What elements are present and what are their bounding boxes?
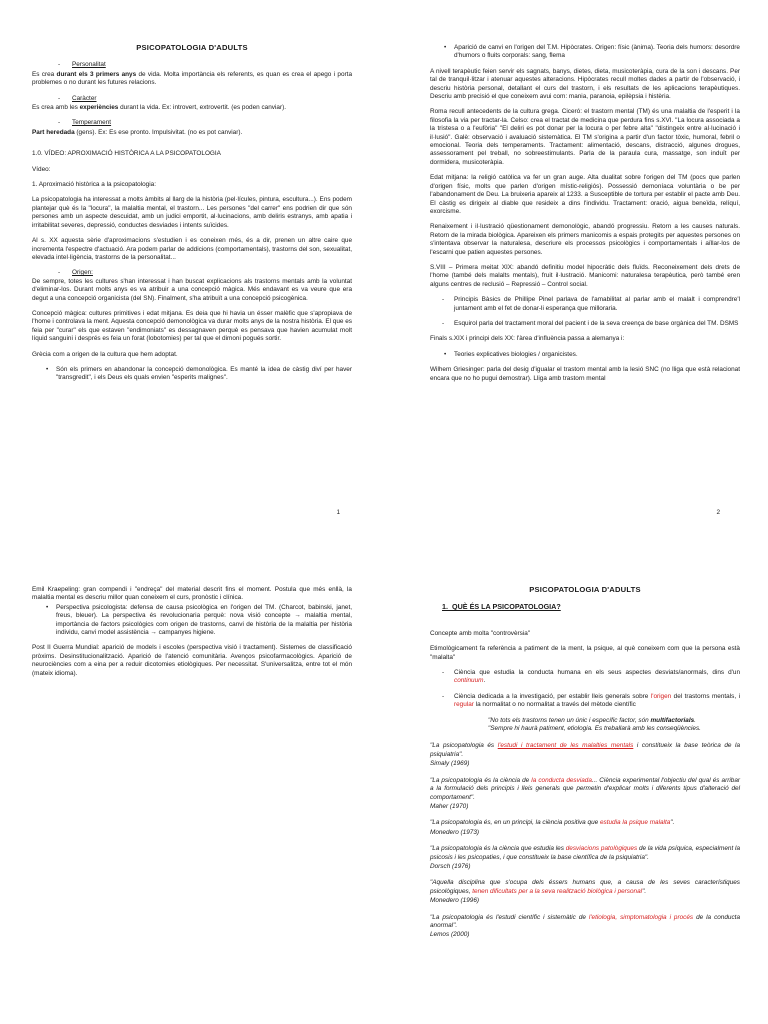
list-item: - Principis Bàsics de Phillipe Pinel parlava de l'amabilitat al parlar amb el malalt i comprendre'l juntament amb el fet de donar-li esperança que milloraria.: [454, 296, 740, 313]
paragraph: A nivell terapèutic feien servir els sagnats, banys, dietes, dieta, musicoteràpia, cura de la son i descans. Per tal de tranquil·litzar i atenuar aquestes alteracions. Hipòcrates recull moltes dades a partir de l'observació, i descriu història personal, detallant el curs del trastorn, i els resultats de les aplicacions terapèutiques. Descriu amb precisió el que coneixem avui com: mania, paranoia, epilèpsia i histèria.: [430, 67, 740, 101]
document-page-1: [0, 0, 384, 516]
paragraph: Grècia com a origen de la cultura que hem adoptat.: [32, 350, 178, 358]
paragraph: Roma recull antecedents de la cultura grega. Ciceró: el trastorn mental (TM) és una malaltia de l'esperit i la filosofia la via per tractar-la. Celso: crea el tractat de medicina que perdura fins s.XVI. "La locura associada a la tristesa o a l'eufòria" "El deliri es pot donar per la locura o per febre alta" "distingeix entre al·lucinació i il·lusió". Galè: observació i avaluació sistemàtica. El TM s'origina a partir d'un factor tòxic, humoral, febril o emocional. Teoria dels temperaments. Tractament: alimentació, descans, distracció, algunes drogues, assessorament pel treball, no sobreestimulants. Parla de la paraula cura, massatge, son induït per dormidera, musicoteràpia.: [430, 108, 740, 166]
section-heading-caracter: - Caràcter: [58, 94, 97, 102]
list-item: • Són els primers en abandonar la concepció demonològica. Es manté la idea de càstig diví per haver "transgredit", i els Deus els quals envien "esperits malignes".: [56, 366, 352, 383]
list-item: • Teories explicatives biologies / organicistes.: [454, 351, 740, 359]
paragraph: Concepció màgica: cultures primitives i edat mitjana. Es deia que hi havia un ésser malèfic que s'apropiava de l'home i controlava la ment. Aquesta concepció demonològica va durar molts anys de la nostra història. El que es feia per "curar" els que estaven "endimoniats" es dessagnaven perquè es pensava que havien acumulat molt líquid sanguini i després es feia un forat (lobotomies) per tal que el dimoni pogués sortir.: [32, 309, 352, 343]
quote-citation: Monedero (1973): [430, 828, 480, 836]
paragraph: Emil Kraepeling: gran compendi i "endreça" del material descrit fins el moment. Postula que més enllà, la malaltia mental es descriu millor quan coneixem el curs, pronòstic i clínica.: [32, 586, 352, 602]
quote-citation: Lemos (2000): [430, 931, 470, 939]
page-number: 1: [336, 509, 340, 516]
paragraph: Etimològicament fa referència a patiment de la ment, la psique, al què coneixem com que la persona està "malalta": [430, 645, 740, 661]
section-heading: 1. QUÈ ÉS LA PSICOPATOLOGIA?: [442, 602, 561, 612]
definition-quote: "La psicopatologia és, en un principi, la ciència positiva que estudia la psique malalta".: [430, 819, 675, 827]
video-label: Vídeo:: [32, 165, 51, 173]
definition-quote: "La psicopatologia és la ciència de la conducta desviada... Ciència experimental l'objectiu del qual és arribar a la formulació dels principis i lleis generals que permetin d'explicar molts i diferents tipus d'alteració del comportament".: [430, 776, 741, 801]
page-title: PSICOPATOLOGIA D'ADULTS: [136, 43, 248, 52]
paragraph: Al s. XX aquesta sèrie d'aproximacions s'estudien i es coneixen més, és a dir, prenen un altre caire que incrementa l'espectre d'actuació. Ara podem parlar de addicions (comportamentals), trastorns del son, sexualitat, elevada intel·ligència, trastorns de la personalitat...: [32, 237, 352, 261]
list-item: - Ciència que estudia la conducta humana en els seus aspectes desviats/anormals, dins d'un continuum.: [454, 669, 740, 686]
list-item: - Esquirol parla del tractament moral del pacient i de la seva creença de base orgànica del TM. DSMS: [454, 320, 740, 328]
quote-citation: Dorsch (1976): [430, 862, 471, 870]
definition-quote: "La psicopatologia és l'estudi científic i sistemàtic de l'etiologia, simptomatologia i procés de la conducta anormal".: [430, 913, 740, 929]
definition-quote: "Aquella disciplina que s'ocupa dels éssers humans que, a causa de les seves característiques psicològiques, tenen dificultats per a la seva realització biològica i personal".: [430, 879, 740, 895]
paragraph: Finals s.XIX i principi dels XX: l'àrea d'influència passa a alemanya i:: [430, 335, 625, 343]
paragraph: Post II Guerra Mundial: aparició de models i escoles (perspectiva visió i tractament). Sistemes de classificació pròxims. Desinstitucionalització. Aparició de l'atenció comunitària. Avenços psicofarmacològics. Aparició de neurociències com a eina per a reduir dicotomies etiològiques. Per necessitat. S'universalitza, entre tot el món (mateix idioma).: [32, 644, 352, 677]
paragraph: Concepte amb molta "controvèrsia": [430, 629, 531, 637]
list-item: - Ciència dedicada a la investigació, per establir lleis generals sobre l'origen del trastorns mentals, i regular la normalitat o no normalitat a través del mètode científic: [454, 693, 740, 710]
definition-quote: "La psicopatologia és la ciència que estudia les desviacions patològiques de la vida psíquica, especialment la psicosis i les psicopaties, i que constitueix la base científica de la psiquiatria".: [430, 845, 740, 861]
paragraph: De sempre, totes les cultures s'han interessat i han buscat explicacions als trastorns mentals amb la voluntat d'eliminar-los. Durant molts anys es va atribuir a una concepció màgica. Més endavant es va veure que era degut a una concepció organicista (del SN). Finalment, s'ha atribuït a una concepció psicogènica.: [32, 277, 352, 302]
quote-citation: Simaly (1969): [430, 760, 470, 768]
paragraph: Edat mitjana: la religió catòlica va fer un gran auge. Alta dualitat sobre l'origen del TM (pocs que parlen d'origen físic, molts que parlen d'origen místic-religiós). Possessió demoníaca voluntària o be per l'abandonament de Deu. La bruixeria apareix al 1233. a Susceptible de tortura per establir el pacte amb Deu. El càstig es dirigeix al diable que resideix a dins l'individu. Tractament: oració, aigua beneïda, relíquí, exorcisme.: [430, 174, 740, 215]
bullet-list: [32, 366, 352, 383]
paragraph: La psicopatologia ha interessat a molts àmbits al llarg de la història (pel·lícules, pintura, escultura...). Ens podem plantejar què és la "locura", la malaltia mental, el trastorn... Les persones "del carrer" ens podrien dir que són persones amb un aspecte descuidat, amb un judici emportit, al·lucinacions, amb deliris estranys, amb apatia i irritabilitat severes, depressió, conductes desviades i intents suïcides.: [32, 196, 352, 229]
paragraph: Renaixement i il·lustració qüestionament demonològic, abandó progressiu. Retorn a les causes naturals. Retorn de la mirada biològica. Apareixen els primers manicomis a espais protegits per aquestes persones on s'intentava observar la naturalesa, descriure els processos psicològics i comportamentals i aïllar-los de l'escarni que patien aquestes persones.: [430, 223, 740, 256]
paragraph: Wilhem Griesinger: parla del desig d'igualar el trastorn mental amb la lesió SNC (no lliga que està relacionat encara que no ho pugui demostrar). Lliga amb trastorn mental: [430, 366, 740, 382]
note: "No tots els trastorns tenen un únic i específic factor, són multifactorials. "Sempre hi haurà patiment, etiologia. Es treballarà amb les conseqüències.: [488, 716, 701, 733]
aproximacio-heading: 1. Aproximació històrica a la psicopatologia:: [32, 181, 156, 189]
document-page-3: [0, 512, 384, 1024]
section-heading-personalitat: - Personalitat: [58, 61, 106, 69]
list-item: • Aparició de canvi en l'origen del T.M. Hipòcrates. Origen: físic (ànima). Teoria dels humors: desordre d'humors o fluits corporals: sang, flema: [454, 44, 740, 61]
page-title: PSICOPATOLOGIA D'ADULTS: [529, 585, 641, 594]
paragraph-temperament: Part heredada (gens). Ex: Es ese pronto. Impulsivitat. (no es pot canviar).: [32, 128, 243, 136]
section-heading-temperament: - Temperament: [58, 119, 112, 127]
document-page-4: [384, 512, 768, 1024]
paragraph: S.VIII – Primera meitat XIX: abandó definitiu model hipocràtic dels fluïds. Reconeixement dels drets de l'home (també dels malalts mentals), fruit il·lustració. Manicomi: naturalesa terapèutica, però també eren alguns centres de reclusió – Repressió – Control social.: [430, 263, 740, 288]
document-page-2: [384, 0, 768, 516]
definition-quote: "La psicopatologia és l'estudi i tractament de les malalties mentals i constitueix la base teòrica de la psiquiatria".: [430, 742, 741, 758]
dash-list: [430, 669, 740, 710]
bullet-list: [32, 604, 352, 638]
dash-list: [430, 296, 740, 328]
list-item: • Perspectiva psicologista: defensa de causa psicològica en l'origen del TM. (Charcot, babinski, janet, freus, bleuer). La perspectiva és revolucionaria perquè: nova visió concepte → malaltia mental, importància de factors psicològics com origen de trastorns, canvi de història de la malaltia per història individu, canvi model assistència → campanyes higiene.: [56, 604, 352, 638]
video-heading: 1.0. VÍDEO: APROXIMACIÓ HISTÒRICA A LA PSICOPATOLOGIA: [32, 150, 221, 158]
bullet-list: [430, 351, 740, 359]
page-number: 2: [716, 509, 720, 516]
bullet-list: [430, 44, 740, 61]
paragraph-personalitat: Es crea durant els 3 primers anys de vida. Molta importància els referents, es quan es crea el apego i porta problemes o no durant les futures relacions.: [32, 70, 352, 87]
section-heading-origen: - Origen:: [58, 269, 93, 277]
quote-citation: Monedero (1996): [430, 897, 480, 905]
quote-citation: Maher (1970): [430, 802, 469, 810]
paragraph-caracter: Es crea amb les experiències durant la vida. Ex: introvert, extrovertit. (es poden canviar).: [32, 104, 286, 112]
